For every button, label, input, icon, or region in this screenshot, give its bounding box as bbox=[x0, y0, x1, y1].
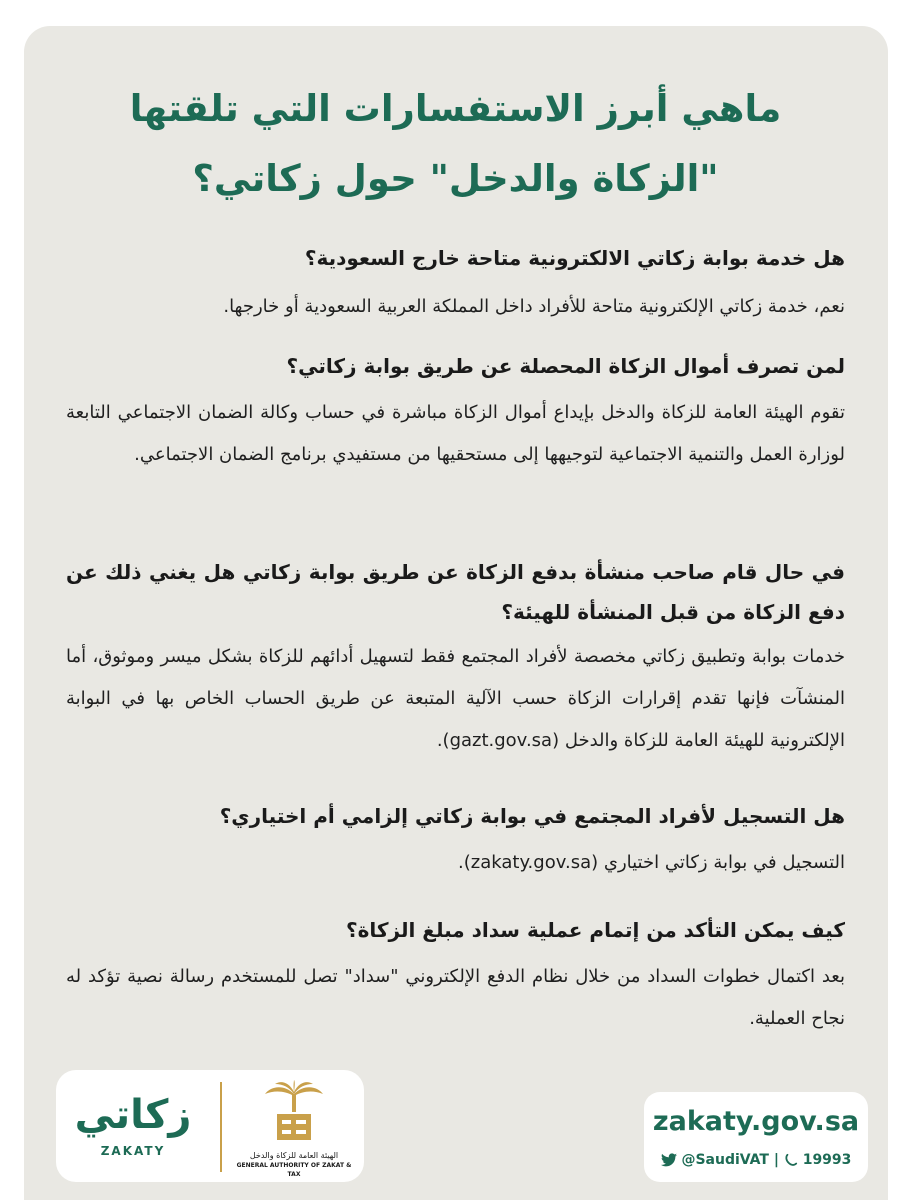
palm-tree-icon bbox=[259, 1080, 329, 1144]
faq-item-2 bbox=[66, 346, 845, 476]
gazt-logo bbox=[232, 1080, 356, 1176]
faq-item-1 bbox=[66, 238, 845, 328]
authority-name-arabic: الهيئة العامة للزكاة والدخل bbox=[249, 1151, 339, 1160]
faq-item-5 bbox=[66, 910, 845, 1040]
twitter-icon bbox=[661, 1153, 677, 1167]
phone-number[interactable]: 19993 bbox=[802, 1152, 852, 1168]
faq-question: كيف يمكن التأكد من إتمام عملية سداد مبلغ الزكاة؟ bbox=[345, 918, 845, 942]
faq-question: في حال قام صاحب منشأة بدفع الزكاة عن طريق بوابة زكاتي هل يغني ذلك عن دفع الزكاة من قبل المنشأة للهيئة؟ bbox=[66, 560, 845, 624]
faq-question: هل التسجيل لأفراد المجتمع في بوابة زكاتي إلزامي أم اختياري؟ bbox=[219, 804, 845, 828]
faq-question: هل خدمة بوابة زكاتي الالكترونية متاحة خارج السعودية؟ bbox=[304, 246, 845, 270]
faq-answer: بعد اكتمال خطوات السداد من خلال نظام الدفع الإلكتروني "سداد" تصل للمستخدم رسالة نصية تؤكد له نجاح العملية. bbox=[66, 966, 845, 1029]
page-title bbox=[60, 74, 851, 214]
website-link[interactable]: zakaty.gov.sa bbox=[652, 1106, 860, 1137]
faq-answer: تقوم الهيئة العامة للزكاة والدخل بإيداع أموال الزكاة مباشرة في حساب وكالة الضمان الاجتماعي التابعة لوزارة العمل والتنمية الاجتماعية لتوجيهها إلى مستحقيها من مستفيدي برنامج الضمان الاجتماعي. bbox=[66, 402, 845, 465]
logo-divider bbox=[220, 1082, 222, 1172]
contact-line bbox=[644, 1148, 868, 1172]
logos-panel bbox=[56, 1070, 364, 1182]
separator: | bbox=[773, 1152, 779, 1168]
zakaty-logo-arabic: زكاتي bbox=[74, 1092, 192, 1138]
phone-icon bbox=[784, 1153, 798, 1167]
faq-item-3 bbox=[66, 552, 845, 762]
faq-question: لمن تصرف أموال الزكاة المحصلة عن طريق بوابة زكاتي؟ bbox=[286, 354, 845, 378]
zakaty-logo-english: ZAKATY bbox=[100, 1144, 166, 1158]
title-line-1: ماهي أبرز الاستفسارات التي تلقتها bbox=[129, 87, 782, 130]
faq-answer: التسجيل في بوابة زكاتي اختياري (zakaty.gov.sa). bbox=[458, 852, 845, 873]
contact-panel bbox=[644, 1092, 868, 1182]
faq-item-4 bbox=[66, 796, 845, 884]
faq-answer: نعم، خدمة زكاتي الإلكترونية متاحة للأفراد داخل المملكة العربية السعودية أو خارجها. bbox=[223, 296, 845, 317]
faq-answer: خدمات بوابة وتطبيق زكاتي مخصصة لأفراد المجتمع فقط لتسهيل أدائهم للزكاة بشكل ميسر وموثوق، أما المنشآت فإنها تقدم إقرارات الزكاة حسب الآلية المتبعة عن طريق الحساب الخاص بها في البوابة الإلكترونية للهيئة العامة للزكاة والدخل (gazt.gov.sa). bbox=[66, 646, 845, 751]
zakaty-logo bbox=[68, 1090, 198, 1170]
twitter-handle[interactable]: @SaudiVAT bbox=[681, 1152, 769, 1168]
authority-name-english: GENERAL AUTHORITY OF ZAKAT & TAX bbox=[236, 1162, 352, 1178]
title-line-2: "الزكاة والدخل" حول زكاتي؟ bbox=[192, 157, 719, 200]
